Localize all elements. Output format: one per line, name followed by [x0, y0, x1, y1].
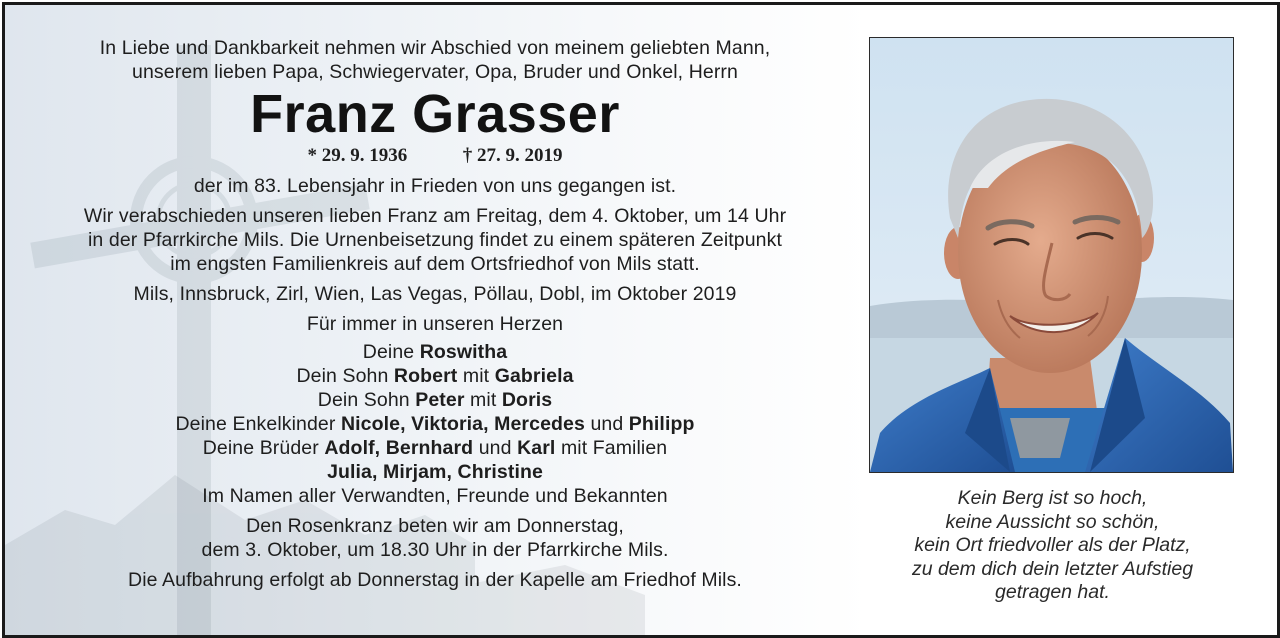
portrait-illustration	[870, 38, 1233, 472]
farewell-line-3: im engsten Familienkreis auf dem Ortsfriedhof von Mils statt.	[170, 253, 700, 275]
farewell-line-2: in der Pfarrkirche Mils. Die Urnenbeisetzung findet zu einem späteren Zeitpunkt	[88, 229, 782, 251]
mourner-relatives: Im Namen aller Verwandten, Freunde und Bekannten	[202, 485, 668, 507]
life-dates	[5, 144, 865, 168]
portrait-photo	[869, 37, 1234, 473]
notice-text	[5, 5, 865, 592]
mourner-son-peter: Dein Sohn Peter mit Doris	[317, 389, 553, 411]
death-date: † 27. 9. 2019	[462, 145, 563, 166]
hearts-text: Für immer in unseren Herzen	[306, 313, 564, 335]
places-and-date: Mils, Innsbruck, Zirl, Wien, Las Vegas, Pöllau, Dobl, im Oktober 2019	[133, 283, 737, 305]
quote-line-5: getragen hat.	[995, 581, 1110, 603]
mourner-grandchildren: Deine Enkelkinder Nicole, Viktoria, Mercedes und Philipp	[175, 413, 695, 435]
rosary-line-2: dem 3. Oktober, um 18.30 Uhr in der Pfarrkirche Mils.	[201, 539, 669, 561]
quote-line-2: keine Aussicht so schön,	[945, 510, 1160, 533]
mourner-brothers: Deine Brüder Adolf, Bernhard und Karl mit Familien	[202, 437, 668, 459]
quote-line-3: kein Ort friedvoller als der Platz,	[914, 534, 1191, 556]
viewing-text: Die Aufbahrung erfolgt ab Donnerstag in der Kapelle am Friedhof Mils.	[128, 569, 742, 591]
memorial-quote	[865, 487, 1240, 605]
mourner-son-robert: Dein Sohn Robert mit Gabriela	[296, 365, 574, 387]
quote-line-1: Kein Berg ist so hoch,	[957, 487, 1148, 509]
farewell-line-1: Wir verabschieden unseren lieben Franz am Freitag, dem 4. Oktober, um 14 Uhr	[83, 205, 787, 227]
intro-line-2: unserem lieben Papa, Schwiegervater, Opa, Bruder und Onkel, Herrn	[132, 61, 738, 83]
deceased-name: Franz Grasser	[250, 84, 620, 144]
lifeyear-text: der im 83. Lebensjahr in Frieden von uns gegangen ist.	[193, 175, 677, 197]
birth-date: * 29. 9. 1936	[307, 145, 408, 166]
quote-line-4: zu dem dich dein letzter Aufstieg	[911, 557, 1194, 580]
mourner-sisters-in-law: Julia, Mirjam, Christine	[327, 461, 543, 483]
mourner-wife: Deine Roswitha	[362, 341, 508, 363]
obituary-notice	[2, 2, 1280, 638]
rosary-line-1: Den Rosenkranz beten wir am Donnerstag,	[246, 515, 624, 537]
intro-line-1: In Liebe und Dankbarkeit nehmen wir Abschied von meinem geliebten Mann,	[99, 37, 771, 59]
